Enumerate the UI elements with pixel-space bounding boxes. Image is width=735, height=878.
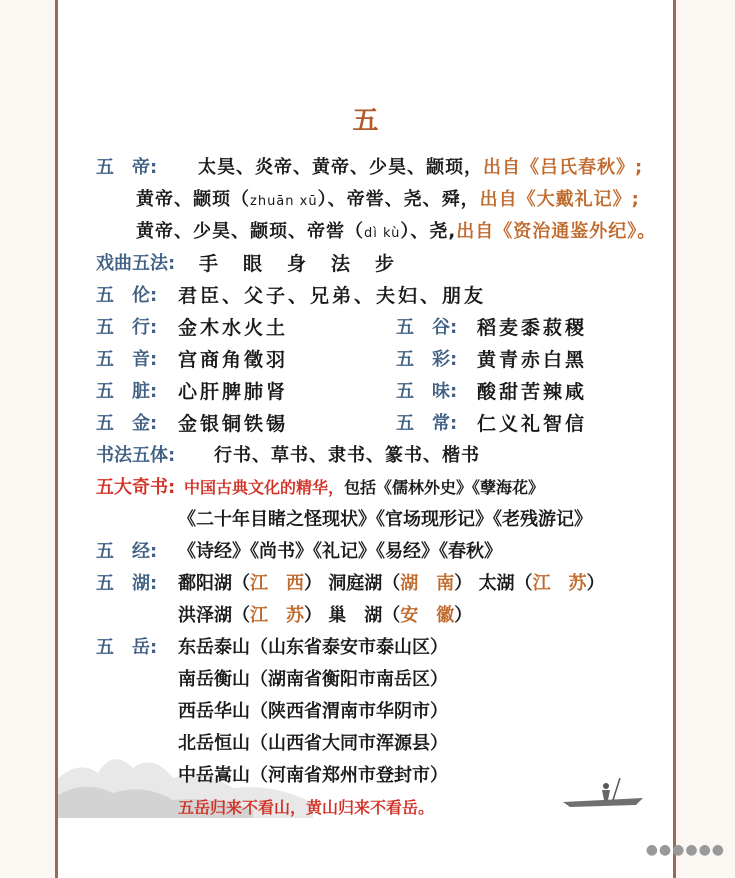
value-jing: 《诗经》《尚书》《礼记》《易经》《春秋》 [178,541,502,562]
row-qishu-2 [96,504,663,536]
more-dots-icon: ●●●●●● [645,842,725,858]
wudi-line2b: ）、帝喾、尧、舜， [317,189,480,210]
qishu-line2: 《二十年目睹之怪现状》《官场现形记》《老残游记》 [178,509,592,530]
row-yue-3 [96,696,663,728]
lake-chaohu: 巢 湖（ [328,605,401,626]
label-chang: 五 常: [396,413,458,434]
label-wei: 五 味: [396,381,458,402]
row-shufa [96,440,663,472]
province-3: 江 苏 [532,573,587,594]
row-yue-5 [96,760,663,792]
value-yin: 宫商角徵羽 [178,349,289,371]
row-zang [96,376,663,408]
row-hu [96,568,663,600]
row-hu-2 [96,600,663,632]
label-wudi: 五 帝: [96,157,158,178]
label-jing: 五 经: [96,541,158,562]
wudi-line1: 太昊、炎帝、黄帝、少昊、颛顼， [198,157,483,178]
lake-taihu: 太湖（ [478,573,533,594]
wudi-pinyin1: zhuān xū [250,194,318,209]
yue-item: 南岳衡山（湖南省衡阳市南岳区） [178,669,448,690]
province-5: 安 徽 [400,605,455,626]
row-wudi [96,152,663,184]
wudi-source3: 出自《资治通鉴外纪》。 [456,221,657,242]
wudi-line3b: ）、尧, [400,221,457,242]
row-lun [96,280,663,312]
label-lun: 五 伦: [96,285,158,306]
label-hu: 五 湖: [96,573,158,594]
paren-3: ） [586,573,605,594]
province-2: 湖 南 [400,573,455,594]
value-lun: 君臣、父子、兄弟、夫妇、朋友 [178,285,487,307]
value-chang: 仁义礼智信 [477,413,588,435]
paren-5: ） [454,605,473,626]
label-xiqu: 戏曲五法: [96,253,176,274]
lake-hongze: 洪泽湖（ [178,605,250,626]
value-zang: 心肝脾肺肾 [178,381,289,403]
value-cai: 黄青赤白黑 [477,349,588,371]
label-yue: 五 岳: [96,637,158,658]
qishu-highlight: 中国古典文化的精华， [184,478,345,497]
paren-1: ） [304,573,322,594]
label-shufa: 书法五体: [96,445,176,466]
page-frame [55,0,676,878]
province-4: 江 苏 [250,605,304,626]
wudi-source2: 出自《大戴礼记》; [479,189,640,210]
value-xiqu: 手 眼 身 法 步 [199,253,398,275]
value-gu: 稻麦黍菽稷 [477,317,588,339]
row-jin [96,408,663,440]
wudi-pinyin2: dì kù [364,226,401,241]
label-cai: 五 彩: [396,349,458,370]
lake-poyang: 鄱阳湖（ [178,573,250,594]
wudi-source1: 出自《吕氏春秋》; [483,157,644,178]
saying: 五岳归来不看山，黄山归来不看岳。 [178,798,435,817]
row-yue [96,632,663,664]
wudi-line2a: 黄帝、颛顼（ [136,189,250,210]
row-saying [96,792,663,824]
wudi-line3a: 黄帝、少昊、颛顼、帝喾（ [136,221,364,242]
label-xing: 五 行: [96,317,158,338]
row-yin [96,344,663,376]
value-jin: 金银铜铁锡 [178,413,289,435]
row-wudi-3 [96,216,663,248]
paren-2: ） [454,573,473,594]
row-xiqu [96,248,663,280]
content [96,152,663,824]
yue-item: 东岳泰山（山东省泰安市泰山区） [178,637,448,658]
row-yue-2 [96,664,663,696]
row-wudi-2 [96,184,663,216]
value-wei: 酸甜苦辣咸 [477,381,588,403]
label-qishu: 五大奇书: [96,477,176,498]
page-title: 五 [352,106,379,136]
label-gu: 五 谷: [396,317,458,338]
paren-4: ） [304,605,322,626]
yue-item: 北岳恒山（山西省大同市浑源县） [178,733,448,754]
row-yue-4 [96,728,663,760]
label-zang: 五 脏: [96,381,158,402]
row-jing [96,536,663,568]
label-yin: 五 音: [96,349,158,370]
value-xing: 金木水火土 [178,317,289,339]
lake-dongting: 洞庭湖（ [328,573,401,594]
yue-item: 西岳华山（陕西省渭南市华阴市） [178,701,448,722]
row-qishu [96,472,663,504]
province-1: 江 西 [250,573,304,594]
qishu-line1: 包括《儒林外史》《孽海花》 [344,478,545,497]
yue-item: 中岳嵩山（河南省郑州市登封市） [178,765,448,786]
value-shufa: 行书、草书、隶书、篆书、楷书 [214,445,480,466]
label-jin: 五 金: [96,413,158,434]
row-xing [96,312,663,344]
